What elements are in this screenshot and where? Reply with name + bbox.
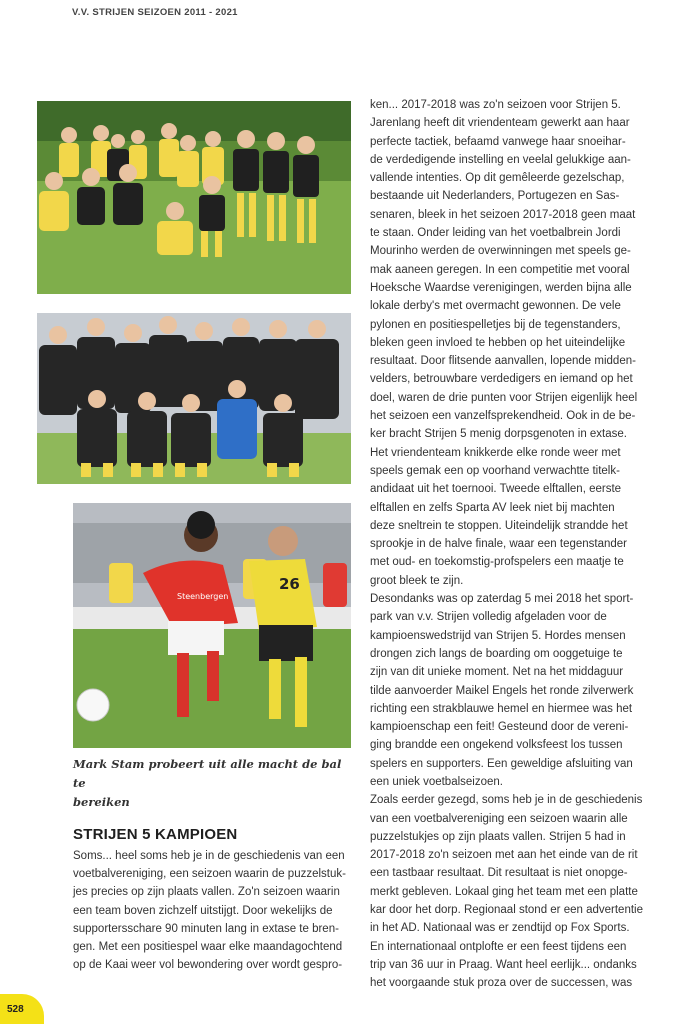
article-body-right xyxy=(370,96,662,993)
right-column-line: sprookje in de halve finale, waar een tegenstander xyxy=(370,538,628,551)
right-column-line: park van v.v. Strijen volledig afgeladen voor de xyxy=(370,611,607,624)
right-column-line: kampioenschap een feit! Gesteund door de vereni- xyxy=(370,721,629,734)
right-column-line: puzzelstukjes op zijn plaats vallen. Strijen 5 had in xyxy=(370,830,626,843)
running-header: V.V. STRIJEN SEIZOEN 2011 - 2021 xyxy=(72,7,238,18)
right-column-line: deze sneltrein te stoppen. Uiteindelijk strandde het xyxy=(370,519,628,532)
right-column-line: van een voetbalvereniging een seizoen waarin alle xyxy=(370,812,628,825)
right-column-line: merkt gebleven. Lokaal ging het team met een platte xyxy=(370,885,638,898)
right-column-line: in het AD. Nationaal was er zendtijd op Fox Sports. xyxy=(370,922,630,935)
right-column-line: Hoeksche Waardse verenigingen, werden bijna alle xyxy=(370,281,632,294)
right-column-line: drongen zich langs de boarding om ooggetuige te xyxy=(370,647,623,660)
right-column-line: een uniek voetbalseizoen. xyxy=(370,775,503,788)
left-column-line: Soms... heel soms heb je in de geschiedenis van een xyxy=(73,850,345,862)
girls-team-photo xyxy=(37,313,351,484)
youth-team-photo xyxy=(37,101,351,294)
article-body-left xyxy=(73,847,354,974)
page-number: 528 xyxy=(7,1004,24,1015)
right-column-line: met oud- en toekomstig-profspelers een maatje te xyxy=(370,556,624,569)
right-column-line: lokale derby's met overmacht gewonnen. De vele xyxy=(370,300,621,313)
left-column-line: gen. Met een positiespel waar elke maandagochtend xyxy=(73,941,343,954)
right-column-line: Jarenlang heeft dit vriendenteam gewerkt aan haar xyxy=(370,117,630,130)
right-column-line: En internationaal ontplofte er een feest tijdens een xyxy=(370,940,627,953)
jersey-number: 26 xyxy=(279,575,300,593)
right-column-line: 2017-2018 zo'n seizoen met aan het einde van de rit xyxy=(370,849,638,862)
right-column-line: het voorgaande stuk proza over de successen, was xyxy=(370,977,633,990)
right-column-line: een tastbaar resultaat. Dit resultaat is niet onopge- xyxy=(370,867,628,880)
right-column-line: bestaande uit Nederlanders, Portugezen en Sas- xyxy=(370,190,620,203)
right-column-line: de verdedigende instelling en veelal gelukkige aan- xyxy=(370,153,631,166)
match-action-photo xyxy=(73,503,351,748)
left-column-line: voetbalvereniging, een seizoen waarin de puzzelstuk- xyxy=(73,868,346,881)
right-column-line: perfecte tactiek, befaamd vanwege haar snoeihar- xyxy=(370,135,626,148)
article-title: STRIJEN 5 KAMPIOEN xyxy=(73,826,238,843)
right-column-line: ging brandde een ongekend volksfeest los tussen xyxy=(370,739,623,752)
caption-line: Mark Stam probeert uit alle macht de bal te xyxy=(73,757,342,790)
shirt-sponsor-text: Steenbergen xyxy=(177,592,229,601)
right-column-line: pylonen en positiespelletjes bij de tegenstanders, xyxy=(370,318,621,331)
right-column-line: te staan. Onder leiding van het voetbalbrein Jordi xyxy=(370,227,621,240)
left-column-line: jes precies op zijn plaats vallen. Zo'n seizoen waarin xyxy=(73,886,340,899)
right-column-line: kampioenswedstrijd van Strijen 5. Hordes mensen xyxy=(370,629,626,642)
right-column-line: ker bracht Strijen 5 menig dorpsgenoten in extase. xyxy=(370,428,627,441)
left-column-line: een team boven zichzelf uitstijgt. Door wekelijks de xyxy=(73,904,333,917)
right-column-line: senaren, bleek in het seizoen 2017-2018 geen maat xyxy=(370,208,636,221)
right-column-line: ken... 2017-2018 was zo'n seizoen voor Strijen 5. xyxy=(370,99,621,111)
right-column-line: het seizoen een vanzelfsprekendheid. Ook in de be- xyxy=(370,410,636,423)
right-column-line: andidaat uit het toernooi. Tweede elftallen, eerste xyxy=(370,483,622,496)
right-column-line: Desondanks was op zaterdag 5 mei 2018 het sport- xyxy=(370,593,634,606)
caption-line: bereiken xyxy=(73,795,130,809)
right-column-line: groot bleek te zijn. xyxy=(370,574,464,587)
right-column-line: richting een strakblauwe hemel en hiermee was het xyxy=(370,702,633,715)
right-column-line: Het vriendenteam knikkerde elke ronde weer met xyxy=(370,446,621,459)
right-column-line: Mourinho werden de overwinningen met speels ge- xyxy=(370,245,631,258)
right-column-line: spelers en supporters. Een geweldige afsluiting van xyxy=(370,757,633,770)
left-column-line: op de Kaai weer vol bewondering over wordt gespro- xyxy=(73,959,343,972)
right-column-line: trip van 36 uur in Praag. Want heel eerlijk... ondanks xyxy=(370,958,637,971)
photo-caption xyxy=(73,755,353,812)
left-column-line: supportersschare 90 minuten lang in extase te bren- xyxy=(73,922,339,935)
right-column-line: Zoals eerder gezegd, soms heb je in de geschiedenis xyxy=(370,794,643,807)
right-column-line: vallende intenties. Op dit gemêleerde gezelschap, xyxy=(370,172,625,185)
right-column-line: doel, waren de drie punten voor Strijen eigenlijk heel xyxy=(370,391,638,404)
right-column-line: resultaat. Door flitsende aanvallen, lopende midden- xyxy=(370,355,636,368)
right-column-line: tilde aanvoerder Maikel Engels het ronde zilverwerk xyxy=(370,684,634,697)
right-column-line: speels gemak een op voorhand verwachtte titelk- xyxy=(370,464,620,477)
right-column-line: zijn van dit unieke moment. Net na het middaguur xyxy=(370,666,624,679)
right-column-line: bleken geen invloed te hebben op het uiteindelijke xyxy=(370,336,626,349)
right-column-line: elftallen en zelfs Sparta AV leek niet bij machten xyxy=(370,501,615,514)
right-column-line: velders, betrouwbare verdedigers en iemand op het xyxy=(370,373,633,386)
right-column-line: mak aaneen geregen. In een competitie met vooral xyxy=(370,263,630,276)
right-column-line: kar door het dorp. Regionaal stond er een advertentie xyxy=(370,904,643,917)
